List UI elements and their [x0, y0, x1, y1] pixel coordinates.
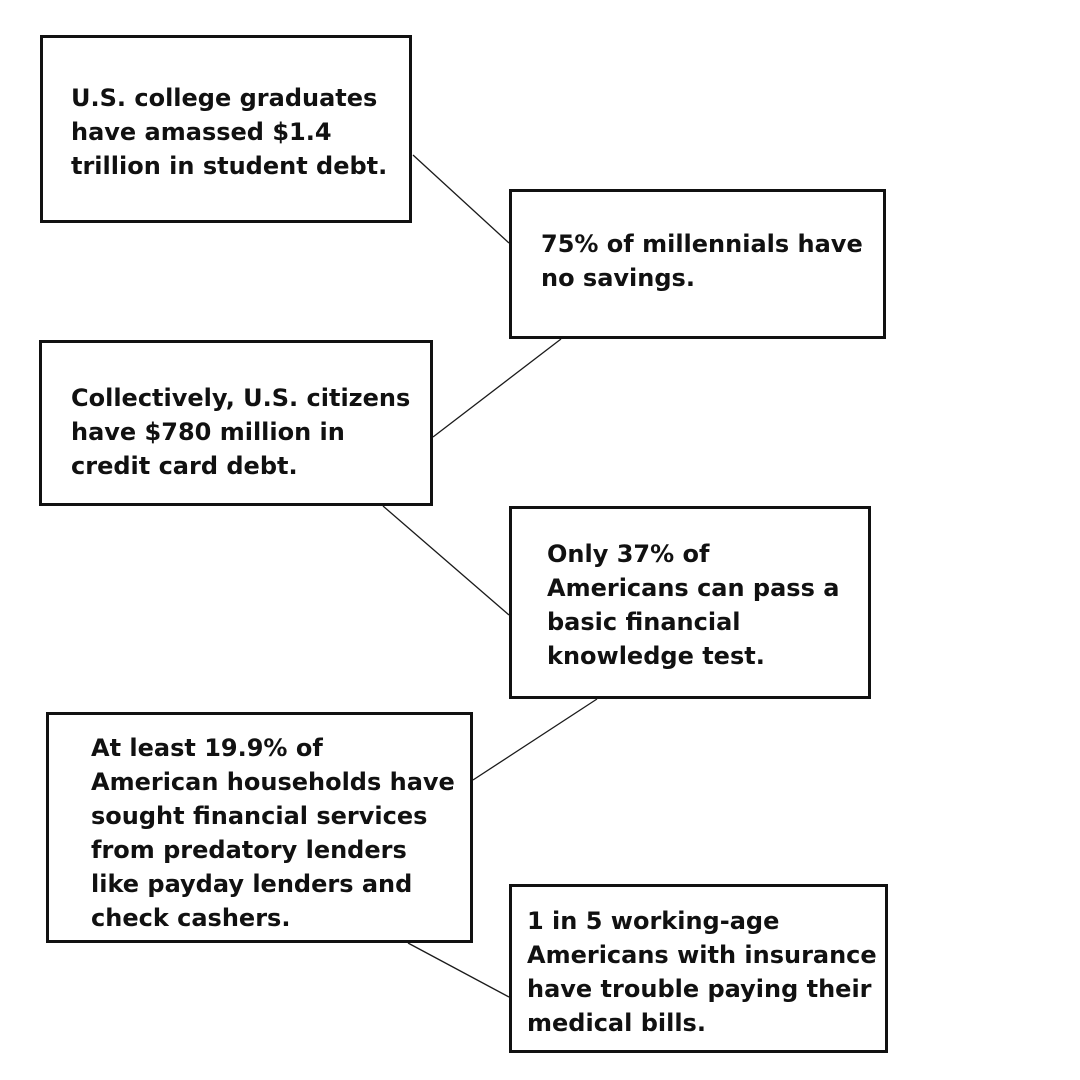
- connector-3-4: [383, 506, 509, 615]
- fact-text: Only 37% of Americans can pass a basic financial knowledge test.: [547, 540, 840, 670]
- fact-text: At least 19.9% of American households have sought financial services from predatory lenders like payday lenders and check cashers.: [91, 734, 455, 932]
- fact-box-millennial-savings: [509, 189, 886, 339]
- fact-box-predatory-lenders: [46, 712, 473, 943]
- fact-text: 75% of millennials have no savings.: [541, 230, 863, 292]
- connector-5-6: [408, 943, 509, 997]
- connector-4-5: [473, 699, 597, 780]
- fact-text: Collectively, U.S. citizens have $780 million in credit card debt.: [71, 384, 411, 480]
- connector-1-2: [413, 155, 509, 243]
- fact-box-credit-card-debt: [39, 340, 433, 506]
- fact-text: U.S. college graduates have amassed $1.4 trillion in student debt.: [71, 84, 388, 180]
- connector-2-3: [433, 339, 561, 437]
- fact-box-student-debt: [40, 35, 412, 223]
- fact-box-financial-knowledge: [509, 506, 871, 699]
- fact-box-medical-bills: [509, 884, 888, 1053]
- fact-text: 1 in 5 working-age Americans with insurance have trouble paying their medical bills.: [527, 907, 877, 1037]
